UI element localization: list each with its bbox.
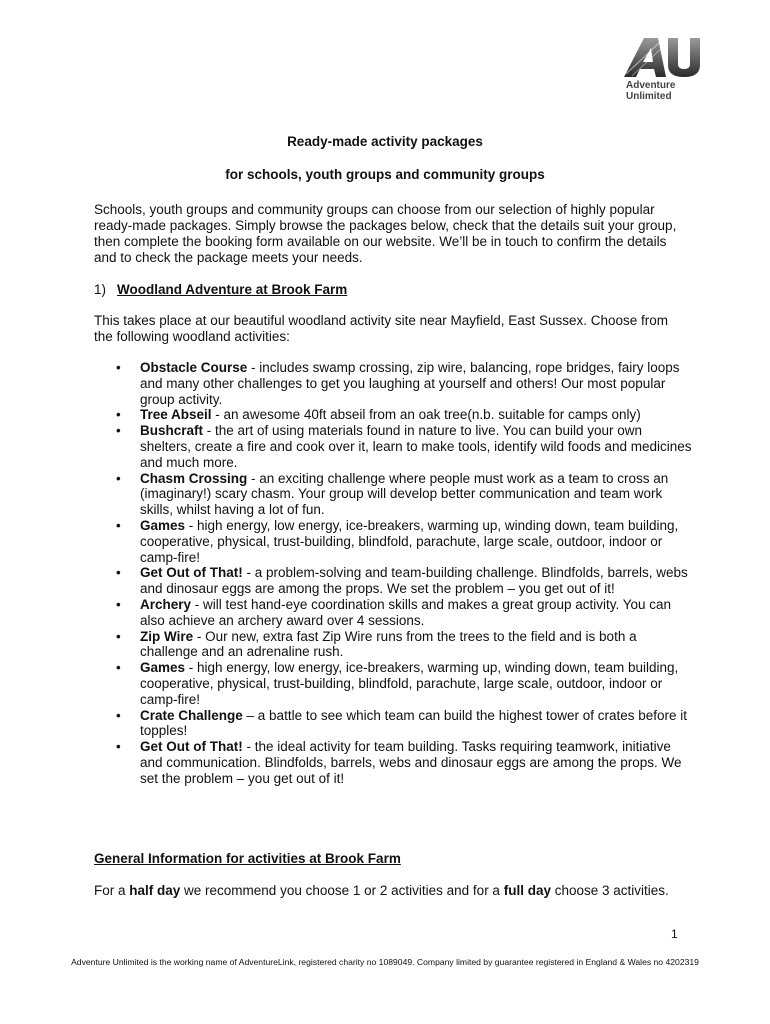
- activity-item: [94, 629, 694, 661]
- activity-name: Games: [140, 660, 186, 676]
- full-day-label: full day: [503, 883, 551, 898]
- activity-name: Get Out of That!: [140, 739, 243, 755]
- activity-name: Get Out of That!: [140, 565, 243, 581]
- activity-description: - includes swamp crossing, zip wire, balancing, rope bridges, fairy loops and many other challenges to get you laughing at yourself and others! Our most popular group activity.: [140, 360, 680, 407]
- duration-paragraph: [94, 883, 684, 899]
- duration-suffix: choose 3 activities.: [550, 883, 669, 898]
- activity-item: [94, 471, 694, 518]
- activity-description: - the ideal activity for team building. Tasks requiring teamwork, initiative and communication. Blindfolds, barrels, webs and dinosaur eggs are among the props. We set the problem – you get out of it!: [140, 739, 682, 786]
- activity-name: Archery: [140, 596, 192, 612]
- activity-name: Bushcraft: [140, 423, 204, 439]
- document-subtitle: for schools, youth groups and community groups: [225, 167, 545, 182]
- activity-description: - will test hand-eye coordination skills and makes a great group activity. You can also achieve an archery award over 4 sessions.: [140, 596, 672, 628]
- activity-item: [94, 360, 694, 407]
- section-1-description: This takes place at our beautiful woodland activity site near Mayfield, East Sussex. Choose from the following woodland activities:: [94, 313, 669, 344]
- half-day-label: half day: [129, 883, 181, 898]
- au-logo-mark: [622, 36, 714, 78]
- activity-name: Obstacle Course: [140, 360, 248, 375]
- duration-prefix: For a: [94, 883, 130, 898]
- activity-description: - a problem-solving and team-building challenge. Blindfolds, barrels, webs and dinosaur eggs are among the props. We set the problem – you get out of it!: [140, 565, 688, 597]
- duration-middle: we recommend you choose 1 or 2 activities and for a: [180, 883, 504, 898]
- footer-text: Adventure Unlimited is the working name of AdventureLink, registered charity no 1089049. Company limited by guarantee registered in England & Wales no 4202319: [71, 957, 699, 967]
- section-title: Woodland Adventure at Brook Farm: [117, 282, 348, 297]
- intro-paragraph: Schools, youth groups and community groups can choose from our selection of highly popular ready-made packages. Simply browse the packages below, check that the details suit your group, then complete the booking form available on our website. We’ll be in touch to confirm the details and to check the package meets your needs.: [94, 202, 677, 265]
- activity-item: [94, 423, 694, 470]
- activity-item: [94, 565, 694, 597]
- activity-name: Zip Wire: [140, 628, 194, 644]
- activity-description: - high energy, low energy, ice-breakers, warming up, winding down, team building, cooperative, physical, trust-building, blindfold, parachute, large scale, outdoor, indoor or camp-fire!: [140, 660, 679, 707]
- logo-text: [626, 80, 675, 102]
- document-title: Ready-made activity packages: [287, 134, 483, 149]
- section-1-heading: [94, 282, 347, 297]
- activity-description: - an exciting challenge where people must work as a team to cross an (imaginary!) scary chasm. Your group will develop better communication and team work skills, whilst having a lot of fun.: [140, 470, 669, 518]
- general-info-heading: General Information for activities at Brook Farm: [94, 851, 401, 866]
- activity-name: Crate Challenge: [140, 707, 243, 723]
- activity-description: - Our new, extra fast Zip Wire runs from the trees to the field and is both a challenge and an adrenaline rush.: [140, 628, 637, 660]
- activity-description: - high energy, low energy, ice-breakers, warming up, winding down, team building, cooperative, physical, trust-building, blindfold, parachute, large scale, outdoor, indoor or camp-fire!: [140, 517, 679, 565]
- activity-description: - the art of using materials found in nature to live. You can build your own shelters, create a fire and cook over it, learn to make tools, identify wild foods and medicines and much more.: [140, 423, 692, 470]
- activity-description: - an awesome 40ft abseil from an oak tree(n.b. suitable for camps only): [211, 407, 641, 423]
- activity-item: [94, 518, 694, 565]
- activity-list: [94, 360, 694, 787]
- activity-name: Chasm Crossing: [140, 470, 248, 486]
- activity-name: Tree Abseil: [140, 407, 212, 423]
- activity-name: Games: [140, 517, 186, 533]
- activity-item: [94, 597, 694, 629]
- logo-line-1: Adventure: [626, 80, 676, 91]
- logo-line-2: Unlimited: [626, 91, 672, 102]
- activity-description: – a battle to see which team can build the highest tower of crates before it topples!: [140, 707, 688, 739]
- adventure-unlimited-logo: [622, 36, 714, 106]
- activity-item: [94, 739, 694, 786]
- section-number: 1): [94, 282, 107, 297]
- activity-item: [94, 708, 694, 740]
- activity-item: [94, 660, 694, 707]
- page-number: 1: [671, 927, 678, 941]
- activity-item: [94, 407, 694, 423]
